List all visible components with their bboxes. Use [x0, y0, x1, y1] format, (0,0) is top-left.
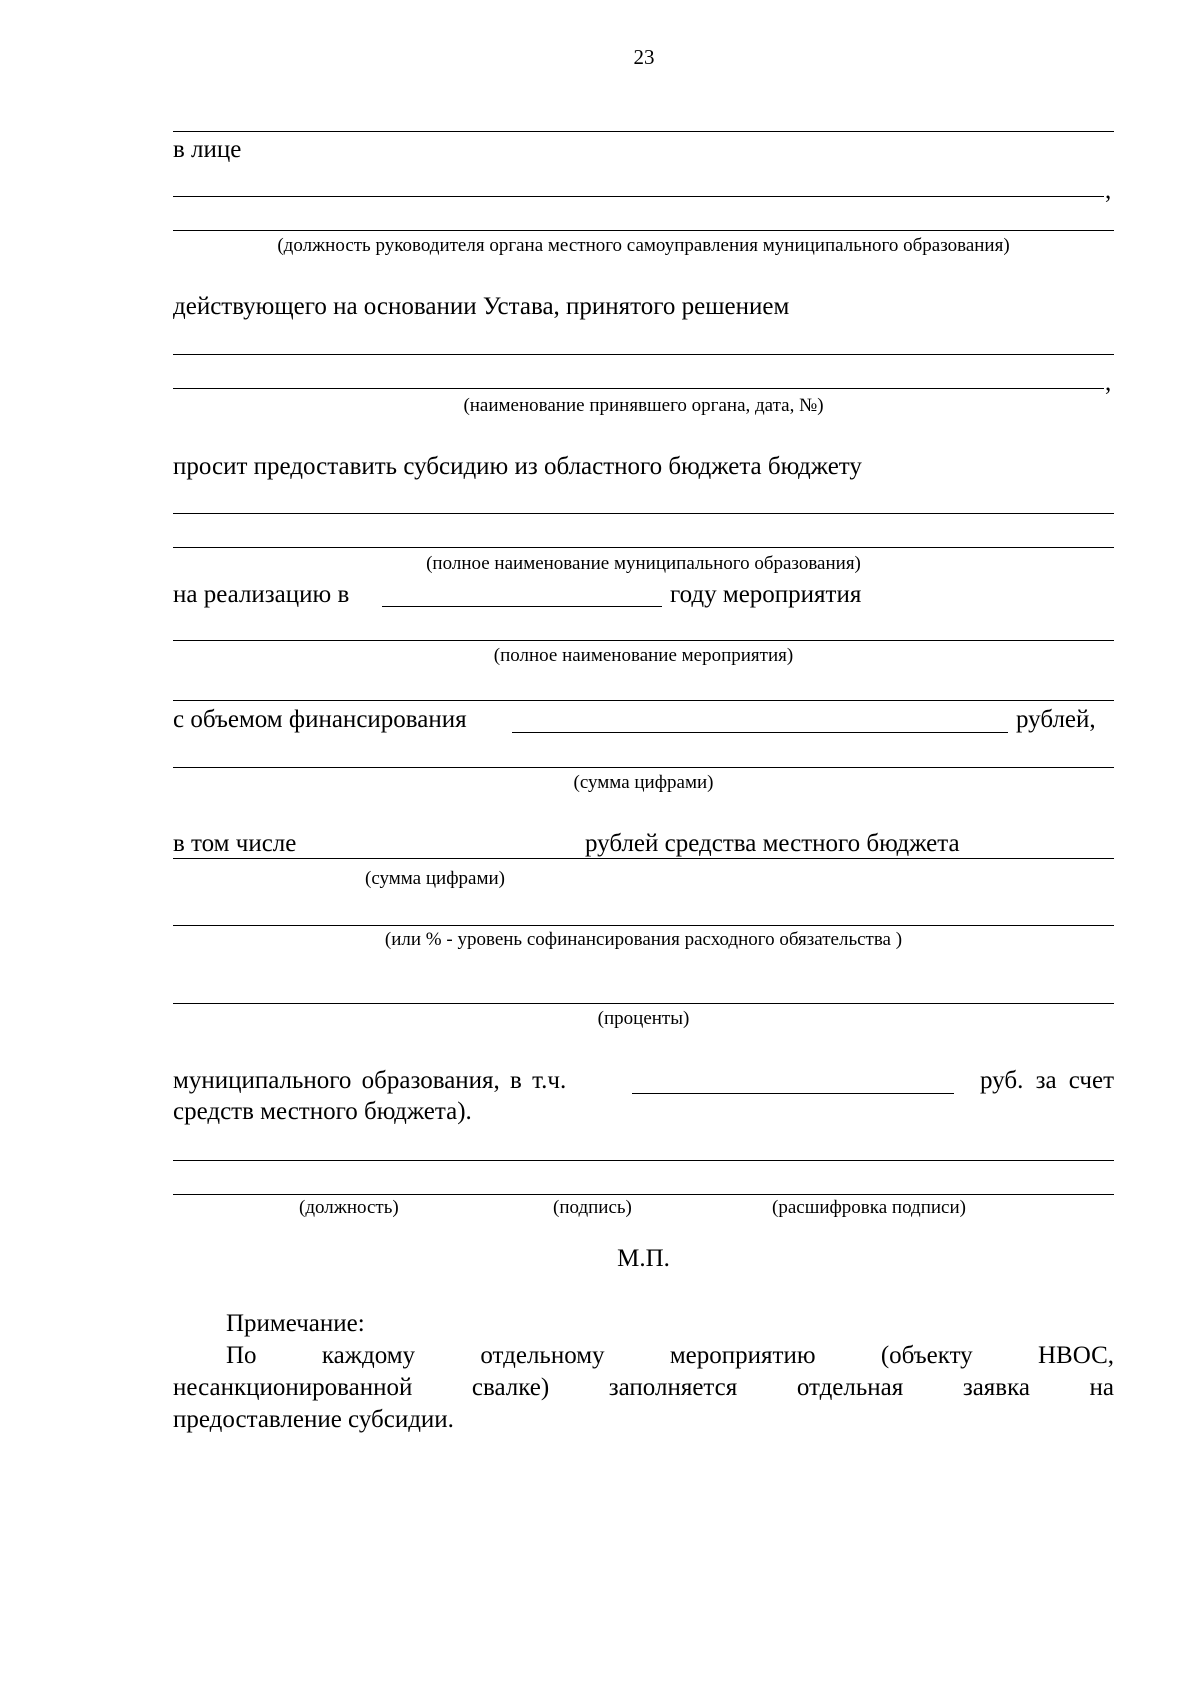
form-line: [173, 547, 1114, 548]
caption-head-position: (должность руководителя органа местного самоуправления муниципального образования): [277, 235, 1010, 256]
form-line: [173, 1160, 1114, 1161]
form-line: [173, 1194, 1114, 1195]
rub-at-expense-label: руб. за счет: [980, 1067, 1114, 1094]
municipality-including-label: муниципального образования, в т.ч.: [173, 1067, 567, 1094]
note-line-2: несанкционированной свалке) заполняется отдельная заявка на: [173, 1374, 1114, 1401]
request-subsidy-text: просит предоставить субсидию из областного бюджета бюджету: [173, 453, 862, 480]
form-line: [173, 700, 1114, 701]
stamp-place: М.П.: [617, 1245, 670, 1272]
form-line: [173, 858, 1114, 859]
year-blank: [382, 606, 662, 607]
form-line: [173, 196, 1104, 197]
comma: ,: [1105, 177, 1112, 204]
financing-sum-blank: [512, 732, 1008, 733]
caption-adopting-body: (наименование принявшего органа, дата, №): [463, 395, 824, 416]
form-line: [173, 513, 1114, 514]
local-budget-text: средств местного бюджета).: [173, 1098, 472, 1125]
year-of-measure-label: году мероприятия: [670, 581, 862, 608]
form-line: [173, 354, 1114, 355]
form-line: [173, 388, 1104, 389]
form-line: [173, 767, 1114, 768]
comma: ,: [1105, 369, 1112, 396]
caption-signature: (подпись): [553, 1197, 632, 1218]
caption-cofinancing: (или % - уровень софинансирования расходного обязательства ): [384, 929, 903, 950]
in-person-label: в лице: [173, 136, 242, 163]
caption-municipality: (полное наименование муниципального образования): [426, 553, 861, 574]
page-number: 23: [633, 45, 655, 69]
form-line: [173, 230, 1114, 231]
form-line: [173, 925, 1114, 926]
financing-volume-label: с объемом финансирования: [173, 706, 467, 733]
form-line: [173, 131, 1114, 132]
local-budget-sum-blank: [632, 1093, 954, 1094]
acting-basis-text: действующего на основании Устава, принятого решением: [173, 293, 790, 320]
caption-measure-name: (полное наименование мероприятия): [493, 645, 794, 666]
form-line: [173, 640, 1114, 641]
caption-percent: (проценты): [597, 1008, 690, 1029]
including-label: в том числе: [173, 830, 297, 857]
caption-sum-digits: (сумма цифрами): [365, 868, 505, 889]
rubles-local-budget-label: рублей средства местного бюджета: [585, 830, 960, 857]
note-line-3: предоставление субсидии.: [173, 1406, 454, 1433]
note-line-1: По каждому отдельному мероприятию (объекту НВОС,: [226, 1342, 1114, 1369]
caption-signature-decoding: (расшифровка подписи): [772, 1197, 966, 1218]
form-line: [173, 1003, 1114, 1004]
caption-sum-digits: (сумма цифрами): [573, 772, 714, 793]
caption-position: (должность): [299, 1197, 399, 1218]
for-implementation-label: на реализацию в: [173, 581, 350, 608]
rubles-label: рублей,: [1016, 706, 1096, 733]
note-title: Примечание:: [226, 1310, 365, 1337]
